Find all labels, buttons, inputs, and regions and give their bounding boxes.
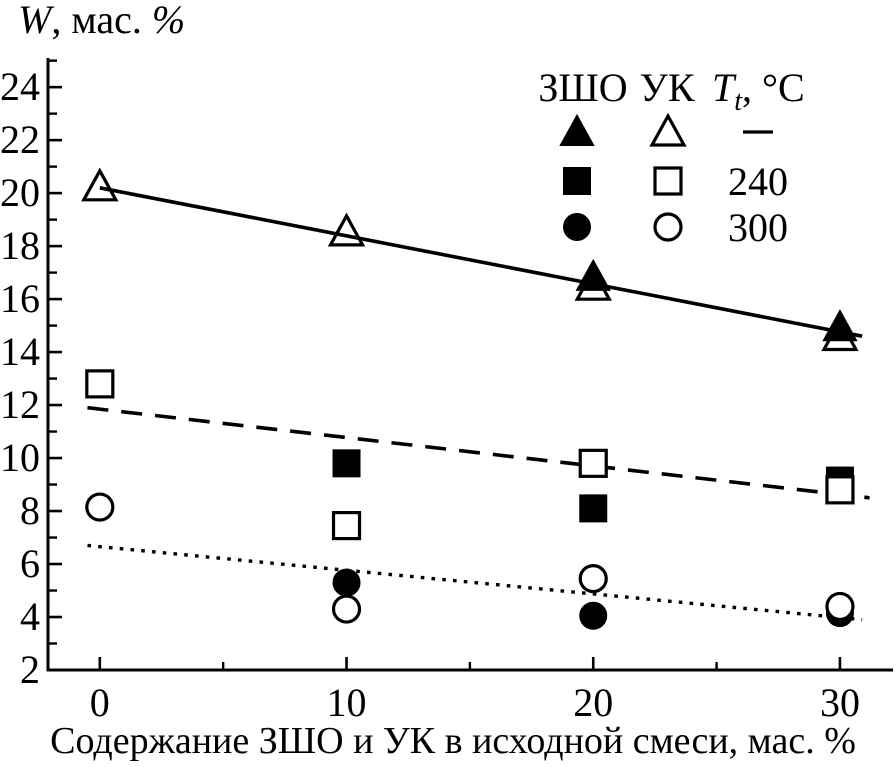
legend-marker-circle-open: [655, 214, 681, 240]
y-tick-label: 4: [20, 594, 40, 640]
legend-marker-triangle-filled: [561, 116, 593, 145]
y-tick-label: 10: [0, 435, 40, 481]
trend-line-dashed: [87, 408, 869, 498]
y-tick-label: 18: [0, 223, 40, 269]
chart-title: W, мас. %: [18, 0, 186, 42]
y-tick-label: 2: [20, 647, 40, 692]
marker-circle-filled-x10: [334, 570, 360, 596]
legend-header-uk: УК: [639, 65, 695, 110]
marker-circle-open-x0: [87, 494, 113, 520]
marker-triangle-open-x10: [331, 216, 363, 245]
x-tick-label: 30: [819, 680, 860, 725]
marker-circle-open-x30: [827, 593, 853, 619]
marker-circle-open-x10: [334, 596, 360, 622]
marker-square-open-x10: [334, 513, 360, 539]
x-tick-label: 0: [89, 680, 110, 725]
marker-square-filled-x20: [580, 495, 606, 521]
legend-marker-square-filled: [564, 168, 590, 194]
legend-header-temperature: $T_t$, °C: [712, 65, 805, 117]
y-tick-label: 8: [20, 488, 40, 534]
legend-marker-square-open: [655, 168, 681, 194]
x-tick-label: 20: [573, 680, 614, 725]
y-tick-label: 12: [0, 382, 40, 428]
x-tick-label: 10: [326, 680, 367, 725]
marker-square-filled-x10: [334, 450, 360, 476]
y-tick-label: 16: [0, 276, 40, 322]
marker-triangle-open-x0: [84, 171, 116, 200]
y-tick-label: 24: [0, 64, 40, 110]
y-tick-label: 6: [20, 541, 40, 587]
series-circle-open: [87, 494, 853, 622]
legend-header-zsho: ЗШО: [538, 65, 628, 110]
marker-circle-filled-x20: [580, 603, 606, 629]
legend-temp-value: 240: [728, 159, 788, 204]
y-tick-label: 20: [0, 170, 40, 216]
marker-triangle-filled-x30: [824, 311, 856, 340]
marker-circle-open-x20: [580, 566, 606, 592]
legend-marker-circle-filled: [564, 214, 590, 240]
marker-square-open-x0: [87, 371, 113, 397]
y-tick-label: 22: [0, 117, 40, 163]
axis-spines: [48, 58, 893, 670]
marker-square-open-x20: [580, 450, 606, 476]
y-tick-label: 14: [0, 329, 40, 375]
trend-line-dotted: [87, 545, 862, 619]
legend-temp-value: 300: [728, 205, 788, 250]
marker-square-open-x30: [827, 477, 853, 503]
x-axis-label: Содержание ЗШО и УК в исходной смеси, мас. %: [50, 720, 856, 762]
series-square-open: [87, 371, 853, 539]
legend-marker-triangle-open: [652, 116, 684, 145]
marker-triangle-filled-x20: [577, 261, 609, 290]
legend: [538, 65, 804, 250]
